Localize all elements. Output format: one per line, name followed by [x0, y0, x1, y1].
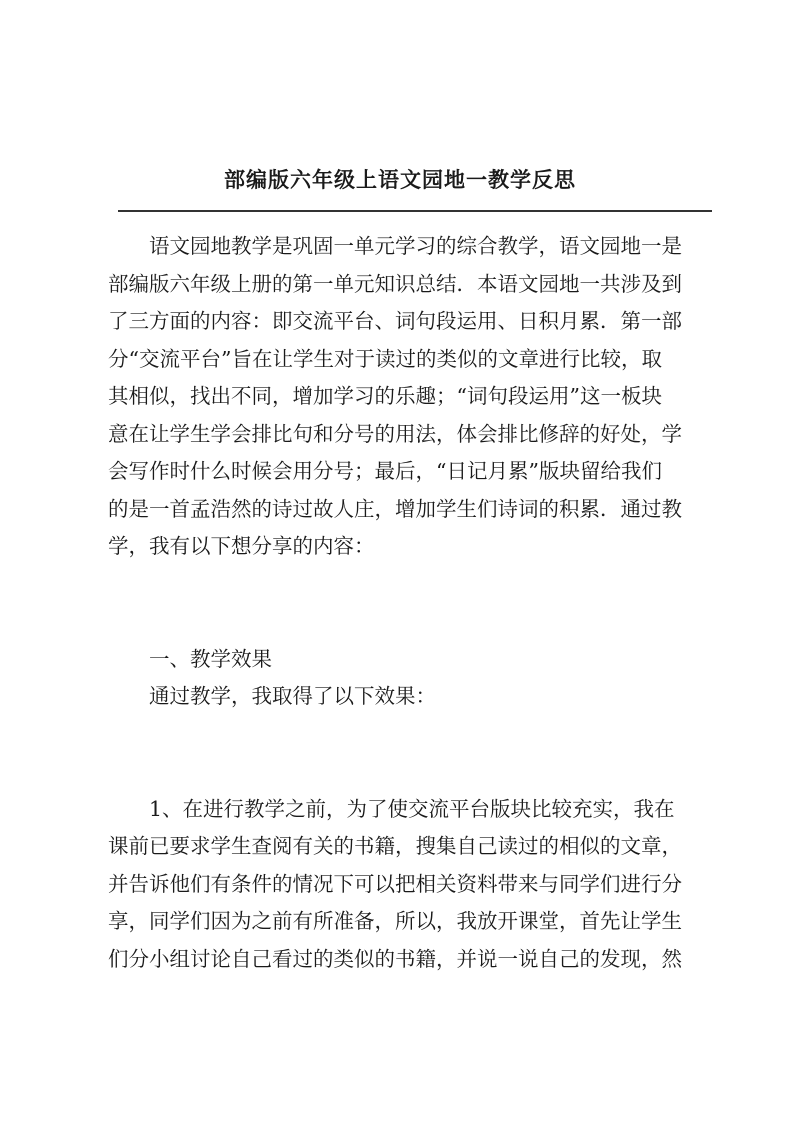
- section-heading: 一、教学效果: [149, 646, 272, 671]
- intro-line: 了三方面的内容：即交流平台、词句段运用、日积月累．第一部: [108, 309, 682, 333]
- title-divider: [118, 210, 712, 212]
- paragraph-gap: [108, 716, 712, 754]
- item1-line: 1、在进行教学之前，为了使交流平台版块比较充实，我在: [149, 796, 675, 821]
- item1-line: 课前已要求学生查阅有关的书籍，搜集自己读过的相似的文章，: [108, 834, 682, 858]
- section-lead: 通过教学，我取得了以下效果：: [149, 684, 436, 708]
- paragraph-gap: [108, 603, 712, 641]
- paragraph-gap: [108, 566, 712, 604]
- document-title: 部编版六年级上语文园地一教学反思: [224, 168, 576, 192]
- intro-line: 其相似，找出不同，增加学习的乐趣；“词句段运用”这一板块: [108, 384, 662, 408]
- paragraph-gap: [108, 753, 712, 791]
- intro-line: 部编版六年级上册的第一单元知识总结．本语文园地一共涉及到: [108, 271, 682, 296]
- item1-line: 并告诉他们有条件的情况下可以把相关资料带来与同学们进行分: [108, 871, 682, 896]
- item1-line: 享，同学们因为之前有所准备，所以，我放开课堂，首先让学生: [108, 909, 682, 933]
- intro-line: 语文园地教学是巩固一单元学习的综合教学，语文园地一是: [149, 234, 682, 258]
- document-body: [108, 228, 712, 978]
- intro-line: 学，我有以下想分享的内容：: [108, 534, 375, 558]
- intro-line: 分“交流平台”旨在让学生对于读过的类似的文章进行比较，取: [108, 346, 662, 371]
- item1-line: 们分小组讨论自己看过的类似的书籍，并说一说自己的发现，然: [108, 946, 682, 971]
- intro-line: 的是一首孟浩然的诗过故人庄，增加学生们诗词的积累．通过教: [108, 496, 682, 521]
- intro-line: 会写作时什么时候会用分号；最后，“日记月累”版块留给我们: [108, 459, 662, 483]
- intro-line: 意在让学生学会排比句和分号的用法，体会排比修辞的好处，学: [108, 421, 682, 446]
